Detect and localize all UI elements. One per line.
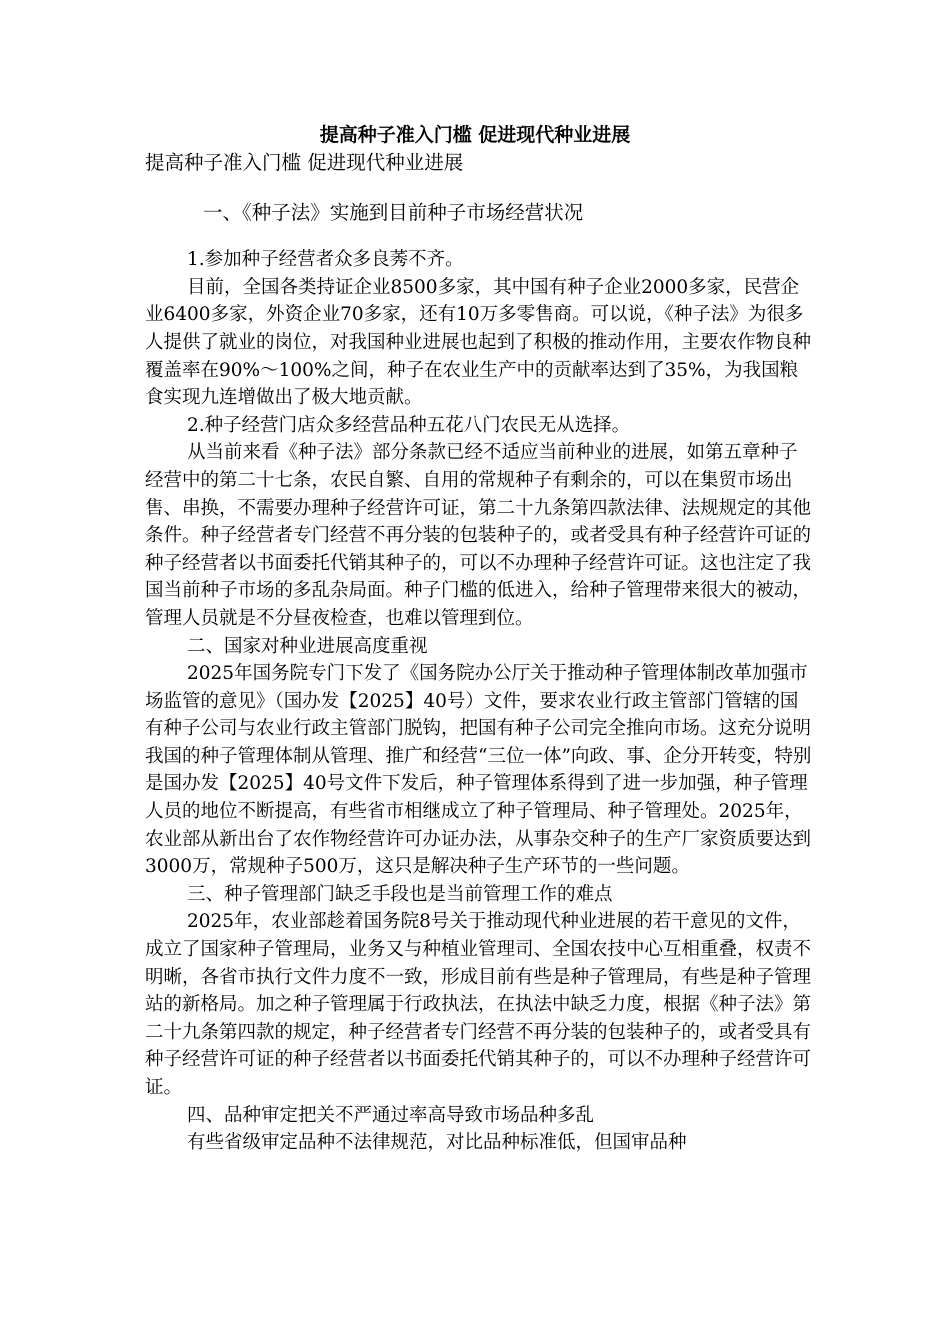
paragraph: 有些省级审定品种不法律规范，对比品种标准低，但国审品种 — [187, 1132, 687, 1154]
document-subtitle: 提高种子准入门槛 促进现代种业进展 — [145, 151, 464, 174]
paragraph: 从当前来看《种子法》部分条款已经不适应当前种业的进展，如第五章种子经营中的第二十七条，农民自繁、自用的常规种子有剩余的，可以在集贸市场出售、串换，不需要办理种子经营许可证，第二十九条第四款法律、法规规定的其他条件。种子经营者专门经营不再分装的包装种子的，或者受具有种子经营许可证的种子经营者以书面委托代销其种子的，可以不办理种子经营许可证。这也注定了我国当前种子市场的多乱杂局面。种子门槛的低进入，给种子管理带来很大的被动，管理人员就是不分昼夜检查，也难以管理到位。 — [145, 442, 812, 629]
document-body — [145, 149, 815, 1157]
paragraph: 2025年国务院专门下发了《国务院办公厅关于推动种子管理体制改革加强市场监管的意见》（国办发【2025】40号）文件，要求农业行政主管部门管辖的国有种子公司与农业行政主管部门脱钩，把国有种子公司完全推向市场。这充分说明我国的种子管理体制从管理、推广和经营“三位一体”向政、事、企分开转变，特别是国办发【2025】40号文件下发后，种子管理体系得到了进一步加强，种子管理人员的地位不断提高，有些省市相继成立了种子管理局、种子管理处。2025年，农业部从新出台了农作物经营许可办证办法，从事杂交种子的生产厂家资质要达到3000万，常规种子500万，这只是解决种子生产环节的一些问题。 — [145, 663, 812, 878]
document-title: 提高种子准入门槛 促进现代种业进展 — [319, 124, 631, 146]
paragraph: 2025年，农业部趁着国务院8号关于推动现代种业进展的若干意见的文件，成立了国家种子管理局，业务又与种植业管理司、全国农技中心互相重叠，权责不明晰，各省市执行文件力度不一致，形成目前有些是种子管理局，有些是种子管理站的新格局。加之种子管理属于行政执法，在执法中缺乏力度，根据《种子法》第二十九条第四款的规定，种子经营者专门经营不再分装的包装种子的，或者受具有种子经营许可证的种子经营者以书面委托代销其种子的，可以不办理种子经营许可证。 — [145, 911, 812, 1098]
paragraph: 2.种子经营门店众多经营品种五花八门农民无从选择。 — [187, 414, 631, 436]
paragraph: 三、种子管理部门缺乏手段也是当前管理工作的难点 — [187, 883, 613, 905]
section-heading: 一、《种子法》实施到目前种子市场经营状况 — [203, 200, 584, 224]
paragraph: 四、品种审定把关不严通过率高导致市场品种多乱 — [187, 1104, 595, 1126]
paragraph: 目前，全国各类持证企业8500多家，其中国有种子企业2000多家，民营企业6400多家，外资企业70多家，还有10万多零售商。可以说，《种子法》为很多人提供了就业的岗位，对我国种业进展也起到了积极的推动作用，主要农作物良种覆盖率在90%～100%之间，种子在农业生产中的贡献率达到了35%，为我国粮食实现九连增做出了极大地贡献。 — [145, 276, 812, 409]
paragraph: 1.参加种子经营者众多良莠不齐。 — [187, 249, 464, 271]
paragraph: 二、国家对种业进展高度重视 — [187, 635, 428, 657]
